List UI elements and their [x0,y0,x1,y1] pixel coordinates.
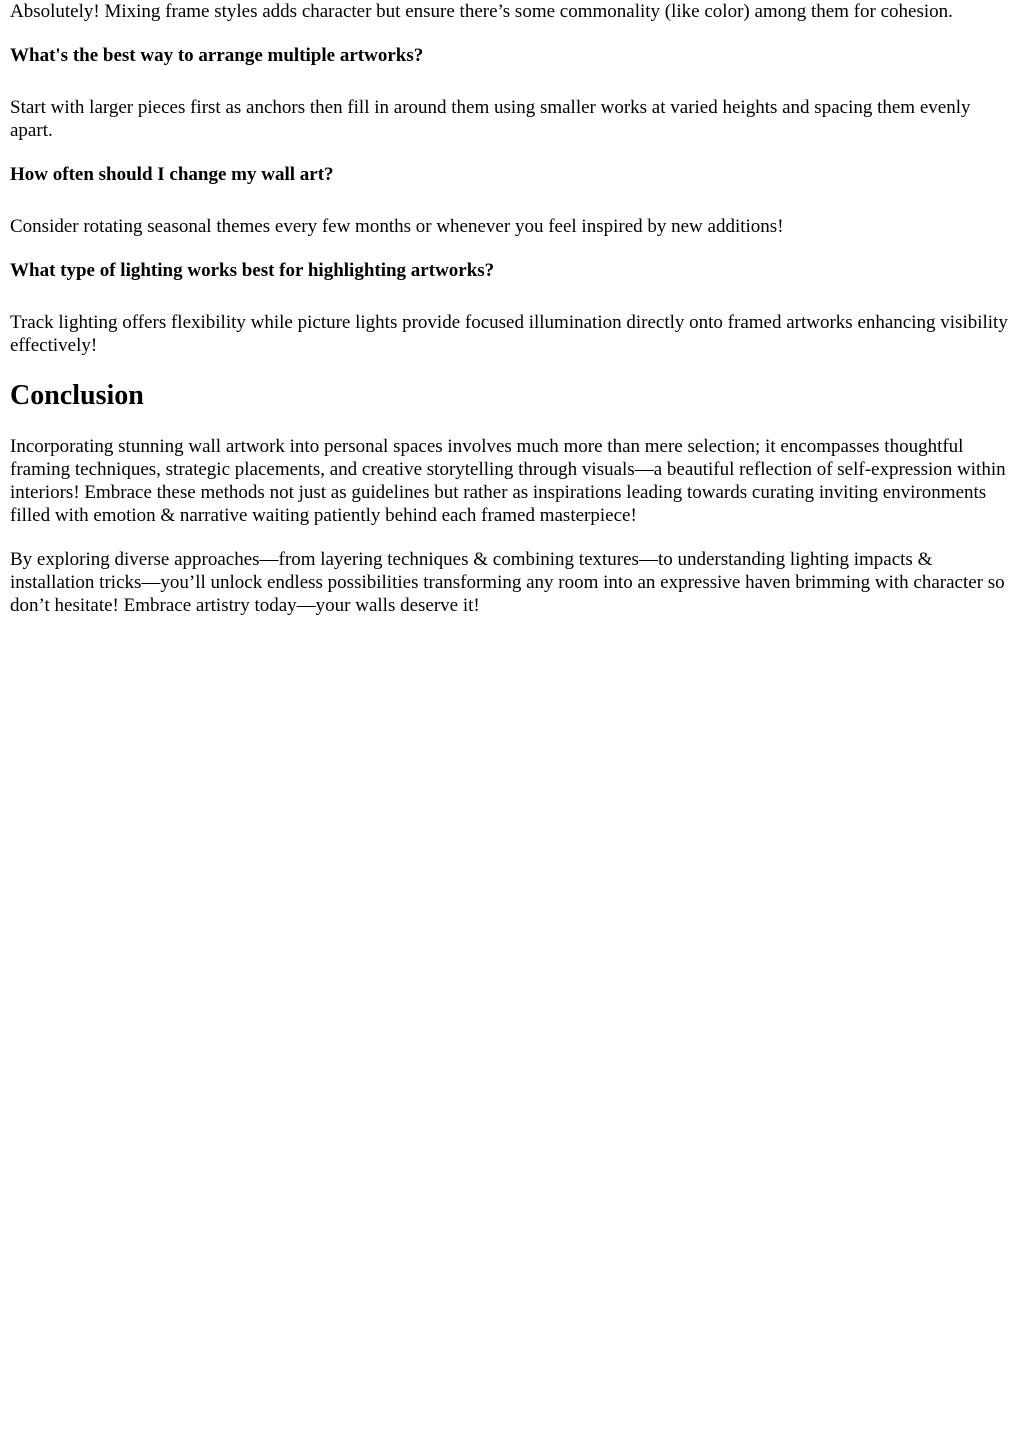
faq-question: What's the best way to arrange multiple artworks? [10,45,424,66]
faq-question: How often should I change my wall art? [10,164,334,185]
faq-answer: Consider rotating seasonal themes every few months or whenever you feel inspired by new additions! [10,216,784,237]
conclusion-heading: Conclusion [10,380,144,411]
faq-answer: Start with larger pieces first as anchors then fill in around them using smaller works at varied heights and spacing them evenly apart. [10,97,971,141]
faq-answer: Absolutely! Mixing frame styles adds character but ensure there’s some commonality (like color) among them for cohesion. [10,1,953,22]
article-body [0,0,1024,617]
conclusion-paragraph: By exploring diverse approaches—from layering techniques & combining textures—to understanding lighting impacts & installation tricks—you’ll unlock endless possibilities transforming any room into an expressive haven brimming with character so don’t hesitate! Embrace artistry today—your walls deserve it! [10,549,1005,616]
faq-answer: Track lighting offers flexibility while picture lights provide focused illumination directly onto framed artworks enhancing visibility effectively! [10,312,1008,356]
faq-question: What type of lighting works best for highlighting artworks? [10,260,495,281]
conclusion-paragraph: Incorporating stunning wall artwork into personal spaces involves much more than mere selection; it encompasses thoughtful framing techniques, strategic placements, and creative storytelling through visuals—a beautiful reflection of self-expression within interiors! Embrace these methods not just as guidelines but rather as inspirations leading towards curating inviting environments filled with emotion & narrative waiting patiently behind each framed masterpiece! [10,436,1006,526]
